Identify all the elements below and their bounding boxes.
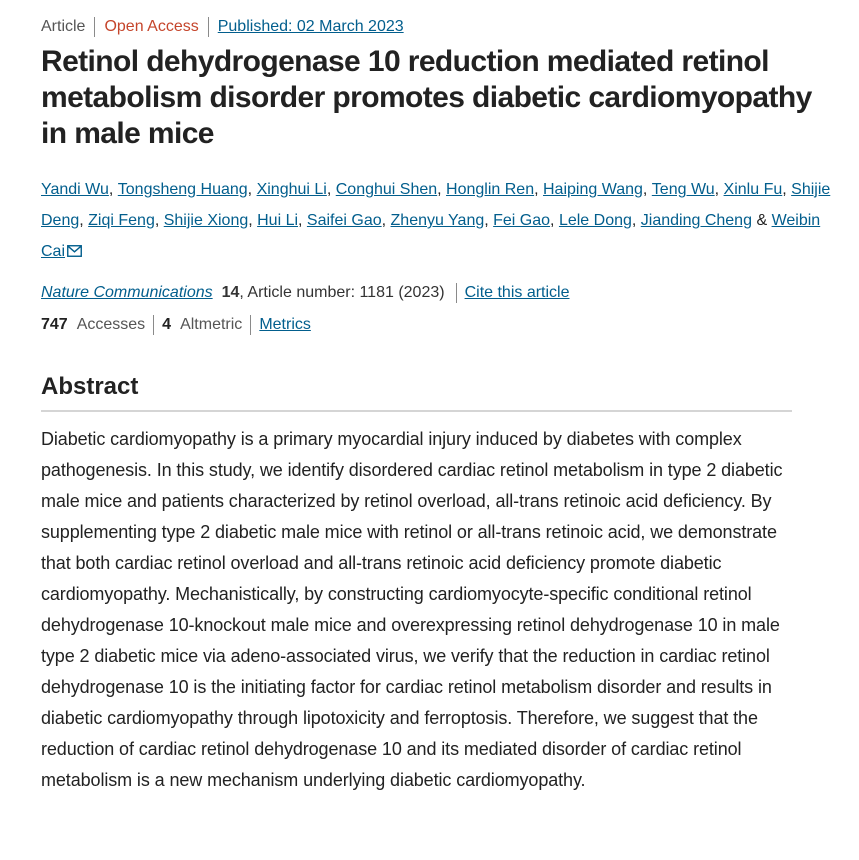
- author-item: [307, 212, 382, 229]
- journal-volume: 14: [221, 284, 240, 301]
- author-link[interactable]: Honglin Ren: [446, 181, 535, 198]
- abstract-heading: Abstract: [41, 373, 139, 400]
- metrics-divider: [153, 315, 154, 335]
- author-link[interactable]: Jianding Cheng: [640, 212, 752, 229]
- author-item: [543, 181, 643, 198]
- metrics-link[interactable]: Metrics: [259, 316, 311, 333]
- author-link[interactable]: Lele Dong: [558, 212, 632, 229]
- article-type-label: Article: [41, 18, 86, 35]
- altmetric-count: 4: [162, 316, 172, 333]
- open-access-label: Open Access: [104, 18, 199, 35]
- author-link[interactable]: Teng Wu: [651, 181, 715, 198]
- author-link[interactable]: Saifei Gao: [306, 212, 382, 229]
- author-link[interactable]: Tongsheng Huang: [117, 181, 248, 198]
- metrics-row: [41, 314, 311, 336]
- author-link[interactable]: Ziqi Feng: [88, 212, 155, 229]
- author-item: [641, 212, 752, 229]
- author-item: [652, 181, 715, 198]
- author-link[interactable]: Zhenyu Yang: [390, 212, 485, 229]
- author-list: Yandi Wu, Tongsheng Huang, Xinghui Li, Conghui Shen, Honglin Ren, Haiping Wang, Teng Wu, Xinlu Fu, Shijie Deng, Ziqi Feng, Shijie Xiong, Hui Li, Saifei Gao, Zhenyu Yang, Fei Gao, Lele Dong, Jianding Cheng & Weibin Cai: [41, 174, 831, 268]
- author-item: [118, 181, 248, 198]
- author-item: [41, 181, 109, 198]
- author-item: [724, 181, 783, 198]
- author-item: [446, 181, 534, 198]
- author-link[interactable]: Fei Gao: [493, 212, 551, 229]
- article-meta-row: [41, 17, 404, 37]
- author-link[interactable]: Conghui Shen: [335, 181, 438, 198]
- abstract-text: Diabetic cardiomyopathy is a primary myocardial injury induced by diabetes with complex pathogenesis. In this study, we identify disordered cardiac retinol metabolism in type 2 diabetic male mice and patients characterized by retinol overload, all-trans retinoic acid deficiency. By supplementing type 2 diabetic male mice with retinol or all-trans retinoic acid, we demonstrate that both cardiac retinol overload and all-trans retinoic acid deficiency promote diabetic cardiomyopathy. Mechanistically, by constructing cardiomyocyte-specific conditional retinol dehydrogenase 10-knockout male mice and overexpressing retinol dehydrogenase 10 in male type 2 diabetic mice via adeno-associated virus, we verify that the reduction in cardiac retinol dehydrogenase 10 is the initiating factor for cardiac retinol metabolism disorder and results in diabetic cardiomyopathy through lipotoxicity and ferroptosis. Therefore, we suggest that the reduction of cardiac retinol dehydrogenase 10 and its mediated disorder of cardiac retinol metabolism is a new mechanism underlying diabetic cardiomyopathy.: [41, 429, 783, 790]
- author-item: [257, 181, 327, 198]
- author-item: [336, 181, 437, 198]
- author-item: [257, 212, 298, 229]
- meta-divider: [94, 17, 95, 37]
- journal-info-row: [41, 282, 570, 304]
- author-link[interactable]: Shijie Deng: [41, 181, 831, 229]
- abstract-divider: [41, 410, 792, 412]
- published-date-link[interactable]: Published: 02 March 2023: [217, 18, 404, 35]
- author-link[interactable]: Xinlu Fu: [723, 181, 783, 198]
- meta-divider: [208, 17, 209, 37]
- journal-divider: [456, 283, 457, 303]
- author-item: [559, 212, 632, 229]
- author-link[interactable]: Shijie Xiong: [163, 212, 249, 229]
- author-item: [391, 212, 485, 229]
- envelope-icon[interactable]: [67, 237, 82, 268]
- author-link[interactable]: Hui Li: [257, 212, 299, 229]
- metrics-divider: [250, 315, 251, 335]
- author-link[interactable]: Xinghui Li: [256, 181, 327, 198]
- accesses-count: 747: [41, 316, 68, 333]
- article-title: Retinol dehydrogenase 10 reduction mediated retinol metabolism disorder promotes diabetic cardiomyopathy in male mice: [41, 45, 812, 150]
- altmetric-label: Altmetric: [180, 316, 243, 333]
- author-conjunction: &: [756, 212, 768, 229]
- accesses-label: Accesses: [76, 316, 146, 333]
- author-item: [88, 212, 155, 229]
- author-link[interactable]: Yandi Wu: [41, 181, 109, 198]
- author-item: [493, 212, 550, 229]
- author-link[interactable]: Weibin Cai: [41, 212, 821, 260]
- author-link[interactable]: Haiping Wang: [543, 181, 643, 198]
- cite-article-link[interactable]: Cite this article: [464, 284, 570, 301]
- article-number: , Article number: 1181 (2023): [239, 284, 445, 301]
- author-item: [164, 212, 249, 229]
- journal-name-link[interactable]: Nature Communications: [41, 284, 213, 301]
